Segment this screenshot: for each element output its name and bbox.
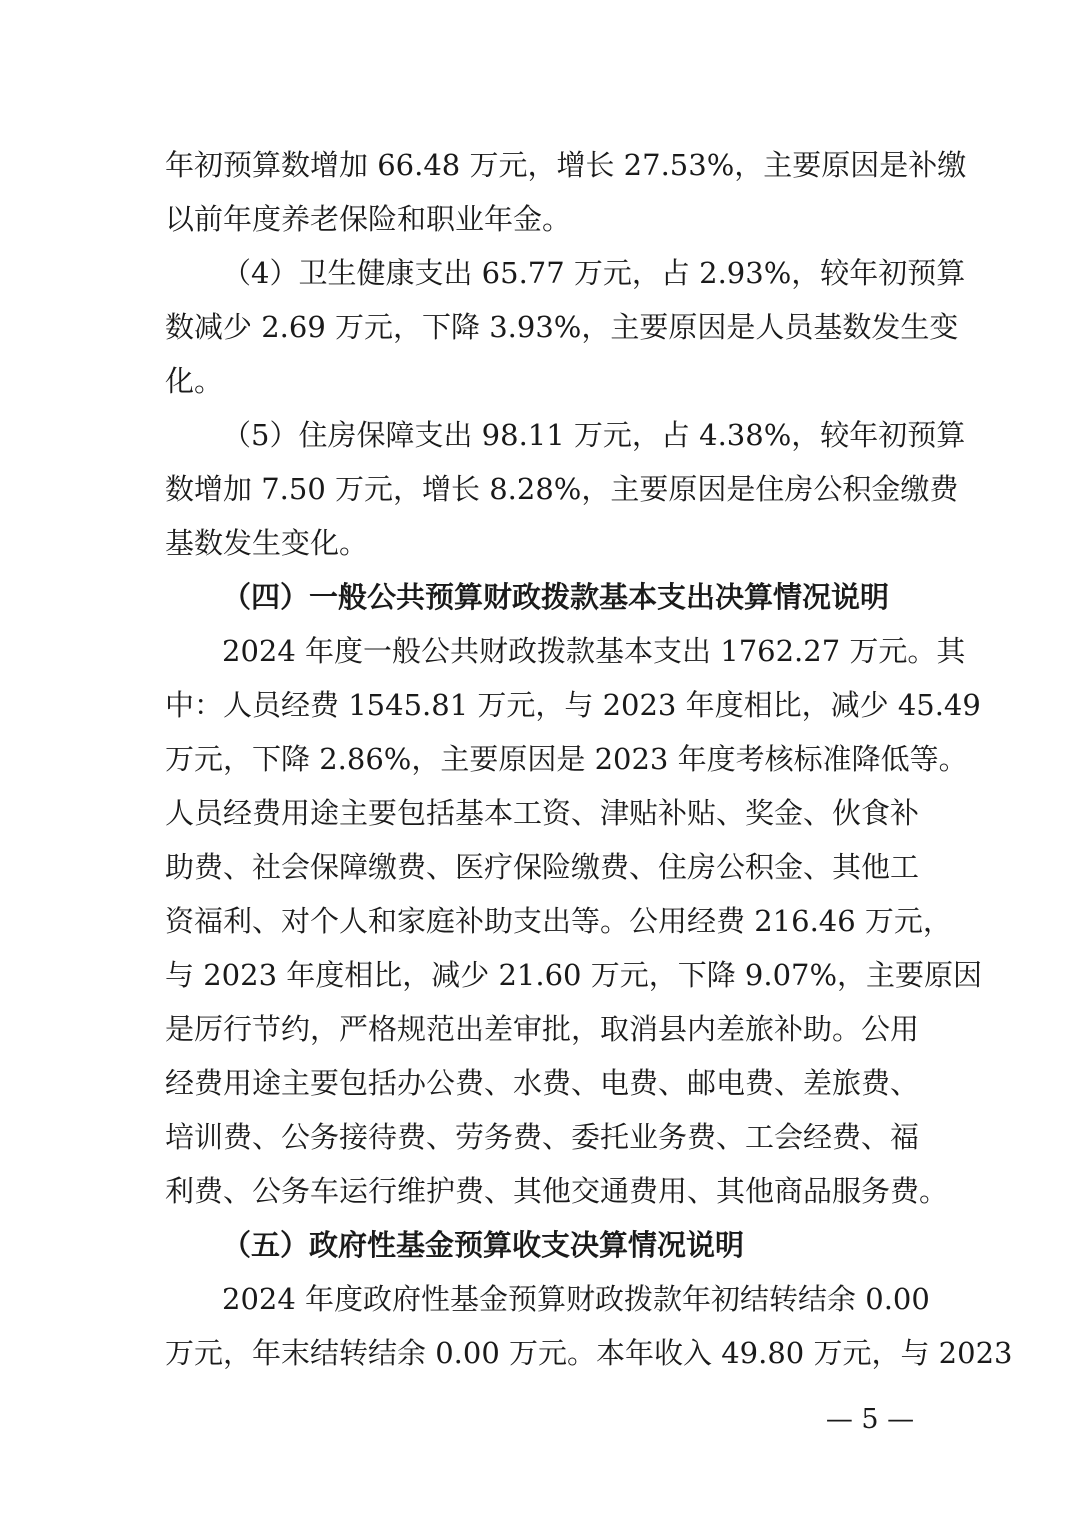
text-line: 与 2023 年度相比，减少 21.60 万元，下降 9.07%，主要原因 <box>165 958 983 992</box>
text-line: 培训费、公务接待费、劳务费、委托业务费、工会经费、福 <box>165 1120 920 1154</box>
text-line: 以前年度养老保险和职业年金。 <box>165 202 572 236</box>
text-line: 数增加 7.50 万元，增长 8.28%，主要原因是住房公积金缴费 <box>165 472 959 506</box>
text-line: 中：人员经费 1545.81 万元，与 2023 年度相比，减少 45.49 <box>165 688 981 722</box>
text-line: 2024 年度政府性基金预算财政拨款年初结转结余 0.00 <box>222 1282 930 1316</box>
text-line: （4）卫生健康支出 65.77 万元，占 2.93%，较年初预算 <box>222 256 966 290</box>
text-line: 助费、社会保障缴费、医疗保险缴费、住房公积金、其他工 <box>165 850 920 884</box>
text-line: 2024 年度一般公共财政拨款基本支出 1762.27 万元。其 <box>222 634 966 668</box>
text-line: 万元，年末结转结余 0.00 万元。本年收入 49.80 万元，与 2023 <box>165 1336 1013 1370</box>
page-number: — 5 — <box>825 1404 915 1435</box>
section-heading: （五）政府性基金预算收支决算情况说明 <box>222 1228 745 1262</box>
text-line: 资福利、对个人和家庭补助支出等。公用经费 216.46 万元， <box>165 904 952 938</box>
text-line: 化。 <box>165 364 224 398</box>
text-line: 基数发生变化。 <box>165 526 369 560</box>
text-line: 万元，下降 2.86%，主要原因是 2023 年度考核标准降低等。 <box>165 742 968 776</box>
text-line: 是厉行节约，严格规范出差审批，取消县内差旅补助。公用 <box>165 1012 920 1046</box>
text-line: 利费、公务车运行维护费、其他交通费用、其他商品服务费。 <box>165 1174 949 1208</box>
text-line: 经费用途主要包括办公费、水费、电费、邮电费、差旅费、 <box>165 1066 920 1100</box>
text-line: （5）住房保障支出 98.11 万元，占 4.38%，较年初预算 <box>222 418 966 452</box>
text-line: 数减少 2.69 万元，下降 3.93%，主要原因是人员基数发生变 <box>165 310 959 344</box>
section-heading: （四）一般公共预算财政拨款基本支出决算情况说明 <box>222 580 890 614</box>
text-line: 年初预算数增加 66.48 万元，增长 27.53%，主要原因是补缴 <box>165 148 967 182</box>
text-line: 人员经费用途主要包括基本工资、津贴补贴、奖金、伙食补 <box>165 796 920 830</box>
